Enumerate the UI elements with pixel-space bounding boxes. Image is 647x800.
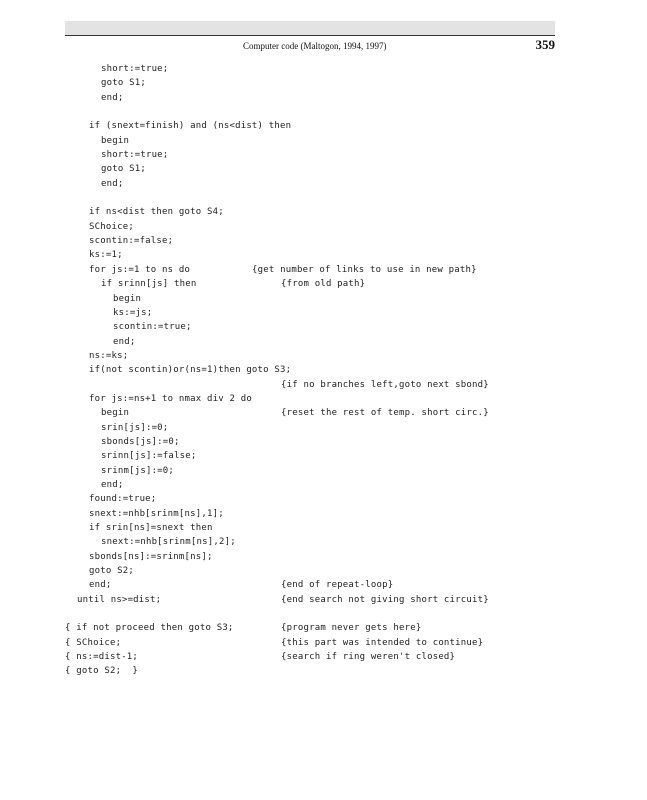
code-text: goto S1; — [101, 164, 146, 175]
code-comment: {program never gets here} — [281, 623, 422, 634]
code-line — [65, 363, 545, 377]
code-line — [65, 119, 545, 133]
code-text: srin[js]:=0; — [101, 422, 169, 433]
code-line — [65, 292, 545, 306]
code-text: begin — [101, 408, 130, 419]
code-line — [65, 492, 545, 506]
code-line — [65, 191, 545, 205]
code-line — [65, 521, 545, 535]
code-line — [65, 535, 545, 549]
code-line — [65, 507, 545, 521]
code-line — [65, 406, 545, 420]
code-comment: {get number of links to use in new path} — [252, 264, 477, 275]
code-text: end; — [101, 479, 124, 490]
code-text: ns:=ks; — [89, 350, 129, 361]
code-comment: {end search not giving short circuit} — [281, 594, 489, 605]
code-line — [65, 248, 545, 262]
page-number: 359 — [535, 37, 555, 52]
code-text: SChoice; — [89, 221, 134, 232]
code-text: scontin:=true; — [113, 322, 192, 333]
code-line — [65, 378, 545, 392]
code-text: sbonds[js]:=0; — [101, 436, 180, 447]
code-text: end; — [101, 92, 124, 103]
code-text: if srinn[js] then — [101, 279, 197, 290]
code-comment: {end of repeat-loop} — [281, 580, 394, 591]
code-line — [65, 76, 545, 90]
code-text: ks:=js; — [113, 307, 153, 318]
code-line — [65, 205, 545, 219]
code-text: if ns<dist then goto S4; — [89, 207, 224, 218]
running-head — [0, 37, 555, 55]
code-text: begin — [101, 135, 130, 146]
code-text: { ns:=dist-1; — [65, 652, 139, 663]
code-line — [65, 607, 545, 621]
code-line — [65, 148, 545, 162]
code-line — [65, 306, 545, 320]
code-comment: {if no branches left,goto next sbond} — [281, 379, 489, 390]
code-comment: {search if ring weren't closed} — [281, 652, 456, 663]
code-text: { if not proceed then goto S3; — [65, 623, 234, 634]
code-line — [65, 650, 545, 664]
code-text: begin — [113, 293, 142, 304]
header-band — [65, 21, 555, 35]
code-line — [65, 277, 545, 291]
code-listing — [65, 62, 545, 679]
code-text: short:=true; — [101, 150, 169, 161]
code-comment: {this part was intended to continue} — [281, 637, 484, 648]
code-text: found:=true; — [89, 494, 157, 505]
code-line — [65, 578, 545, 592]
code-line — [65, 478, 545, 492]
code-line — [65, 162, 545, 176]
code-text: until ns>=dist; — [77, 594, 162, 605]
code-line — [65, 550, 545, 564]
code-line — [65, 234, 545, 248]
code-line — [65, 449, 545, 463]
header-rule — [65, 35, 555, 36]
code-line — [65, 349, 545, 363]
code-line — [65, 62, 545, 76]
code-text: if (snext=finish) and (ns<dist) then — [89, 121, 292, 132]
code-text: for js:=1 to ns do — [89, 264, 191, 275]
code-line — [65, 177, 545, 191]
code-line — [65, 220, 545, 234]
code-line — [65, 263, 545, 277]
code-line — [65, 621, 545, 635]
code-text: goto S2; — [89, 566, 134, 577]
code-text: ks:=1; — [89, 250, 123, 261]
code-comment: {from old path} — [281, 279, 366, 290]
code-line — [65, 134, 545, 148]
code-text: scontin:=false; — [89, 236, 174, 247]
code-text: end; — [113, 336, 136, 347]
code-text: snext:=nhb[srinm[ns],2]; — [101, 537, 236, 548]
code-line — [65, 464, 545, 478]
code-line — [65, 664, 545, 678]
code-text: short:=true; — [101, 64, 169, 74]
code-text: srinn[js]:=false; — [101, 451, 197, 462]
code-line — [65, 320, 545, 334]
code-text: end; — [89, 580, 112, 591]
code-line — [65, 435, 545, 449]
running-title: Computer code (Maltogon, 1994, 1997) — [243, 41, 387, 51]
code-line — [65, 593, 545, 607]
code-line — [65, 564, 545, 578]
code-text: for js:=ns+1 to nmax div 2 do — [89, 393, 252, 404]
code-text: if(not scontin)or(ns=1)then goto S3; — [89, 365, 292, 376]
code-text: end; — [101, 178, 124, 189]
code-line — [65, 421, 545, 435]
code-text: sbonds[ns]:=srinm[ns]; — [89, 551, 213, 562]
code-text: srinm[js]:=0; — [101, 465, 175, 476]
code-line — [65, 636, 545, 650]
code-text: goto S1; — [101, 78, 146, 89]
code-line — [65, 392, 545, 406]
code-line — [65, 105, 545, 119]
code-text: if srin[ns]=snext then — [89, 523, 213, 533]
code-line — [65, 335, 545, 349]
code-comment: {reset the rest of temp. short circ.} — [281, 408, 489, 419]
code-line — [65, 91, 545, 105]
code-text: snext:=nhb[srinm[ns],1]; — [89, 508, 224, 519]
code-text: { goto S2; } — [65, 666, 139, 677]
code-text: { SChoice; — [65, 637, 122, 648]
